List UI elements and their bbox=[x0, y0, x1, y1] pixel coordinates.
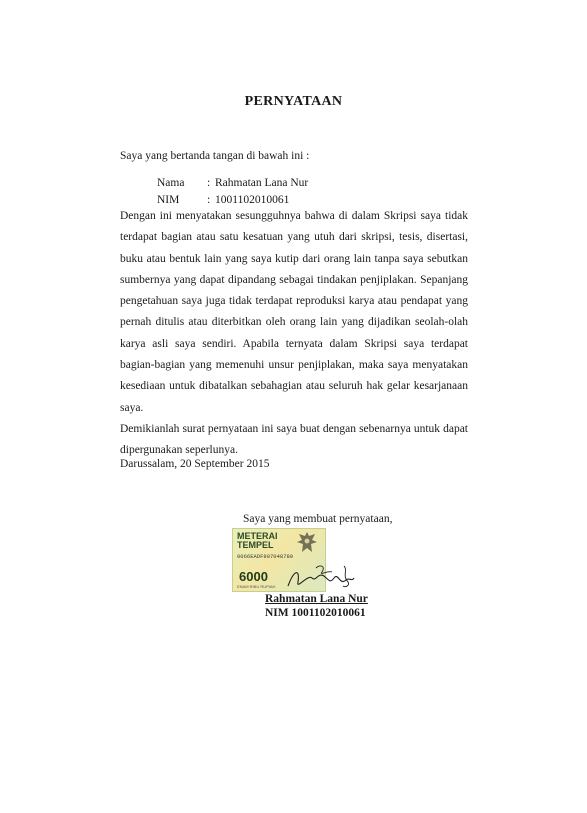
intro-text: Saya yang bertanda tangan di bawah ini : bbox=[120, 150, 310, 162]
handwritten-signature bbox=[286, 560, 356, 594]
signer-name: Rahmatan Lana Nur bbox=[265, 593, 368, 605]
nim-label: NIM bbox=[157, 194, 180, 206]
stamp-line1: METERAI bbox=[237, 531, 278, 541]
stamp-subtext: ENAM RIBU RUPIAH bbox=[237, 584, 276, 589]
nim-value: 1001102010061 bbox=[215, 194, 290, 206]
name-separator: : bbox=[207, 177, 211, 189]
signer-nim: NIM 1001102010061 bbox=[265, 607, 366, 619]
name-value: Rahmatan Lana Nur bbox=[215, 177, 309, 189]
nim-field bbox=[157, 194, 289, 206]
signature-intro: Saya yang membuat pernyataan, bbox=[243, 513, 393, 525]
place-date: Darussalam, 20 September 2015 bbox=[120, 458, 270, 470]
statement-paragraph: Dengan ini menyatakan sesungguhnya bahwa di dalam Skripsi saya tidak terdapat bagian atau satu kesatuan yang utuh dari skripsi, tesis, disertasi, buku atau bentuk lain yang saya kutip dari orang lain tanpa saya sebutkan sumbernya yang dapat dipandang sebagai tindakan penjiplakan. Sepanjang pengetahuan saya juga tidak terdapat reproduksi karya atau pendapat yang pernah ditulis atau diterbitkan oleh orang lain yang dijadikan seolah-olah karya asli saya sendiri. Apabila ternyata dalam Skripsi saya terdapat bagian-bagian yang memenuhi unsur penjiplakan, maka saya menyatakan kesediaan untuk dibatalkan sebahagian atau seluruh hak gelar kesarjanaan saya. bbox=[120, 210, 468, 414]
closing-paragraph: Demikianlah surat pernyataan ini saya buat dengan sebenarnya untuk dapat dipergunakan seperlunya. bbox=[120, 422, 468, 457]
garuda-emblem-icon bbox=[296, 530, 318, 556]
stamp-code: 0066EADF807048780 bbox=[237, 553, 294, 560]
name-field bbox=[157, 177, 308, 189]
stamp-value: 6000 bbox=[239, 569, 268, 584]
statement-body bbox=[120, 206, 468, 462]
document-title: PERNYATAAN bbox=[244, 94, 343, 109]
name-label: Nama bbox=[157, 177, 185, 189]
stamp-line2: TEMPEL bbox=[237, 540, 274, 550]
nim-separator: : bbox=[207, 194, 211, 206]
stamp-title bbox=[237, 532, 278, 550]
